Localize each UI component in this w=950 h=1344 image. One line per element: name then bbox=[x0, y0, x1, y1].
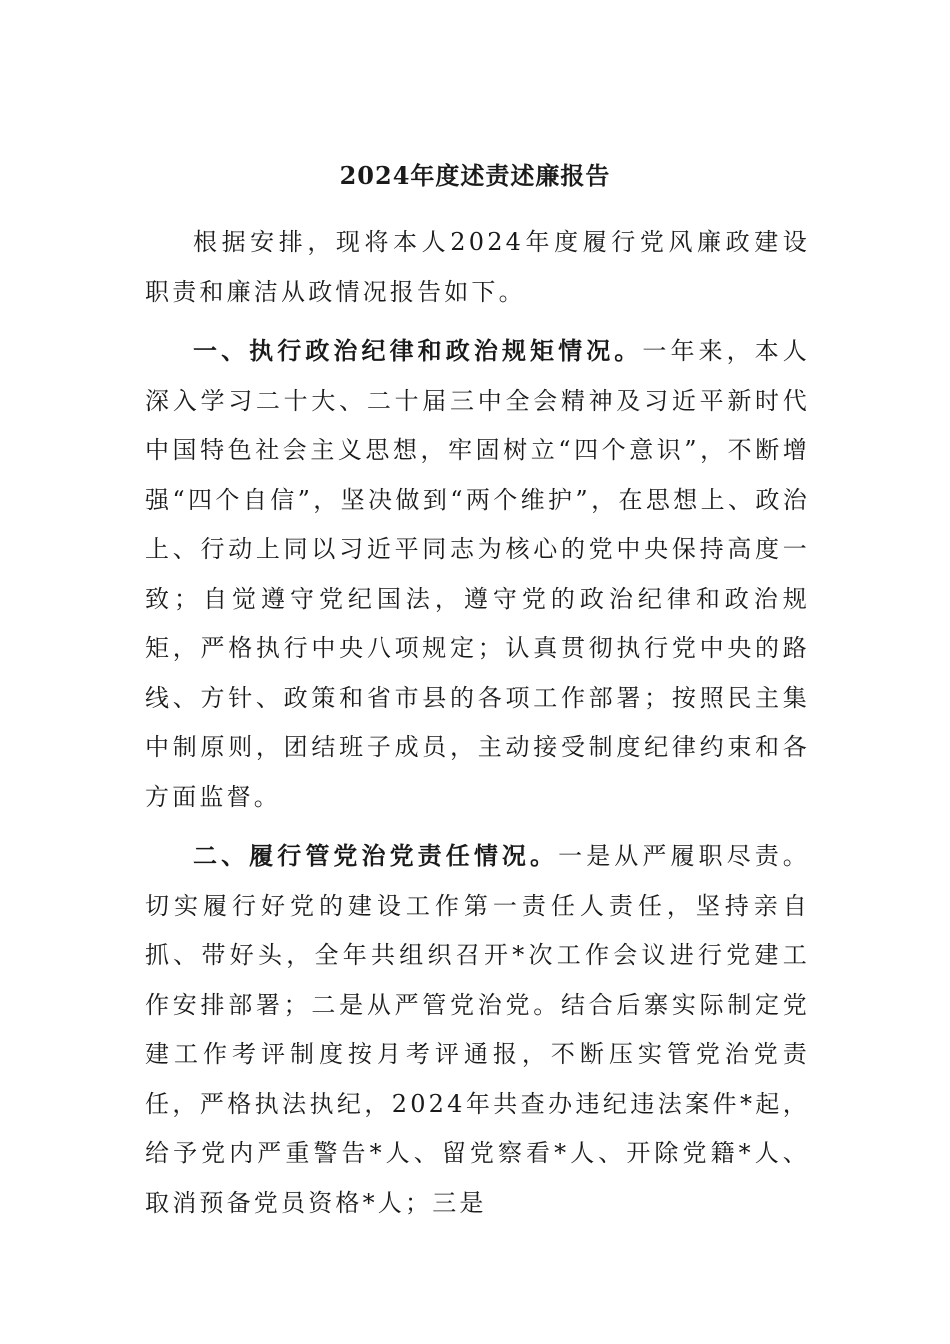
section-1-paragraph bbox=[145, 326, 810, 822]
section-2-paragraph bbox=[145, 831, 810, 1228]
document-body bbox=[145, 218, 810, 1228]
section-2-heading: 二、履行管党治党责任情况。 bbox=[193, 841, 559, 870]
section-1-heading: 一、执行政治纪律和政治规矩情况。 bbox=[193, 336, 643, 365]
section-2-text: 一是从严履职尽责。切实履行好党的建设工作第一责任人责任，坚持亲自抓、带好头，全年共组织召开*次工作会议进行党建工作安排部署；二是从严管党治党。结合后寨实际制定党建工作考评制度按月考评通报，不断压实管党治党责任，严格执法执纪，2024年共查办违纪违法案件*起，给予党内严重警告*人、留党察看*人、开除党籍*人、取消预备党员资格*人；三是 bbox=[145, 842, 810, 1217]
document-title: 2024年度述责述廉报告 bbox=[339, 161, 611, 190]
section-1-text: 一年来，本人深入学习二十大、二十届三中全会精神及习近平新时代中国特色社会主义思想，牢固树立“四个意识”，不断增强“四个自信”，坚决做到“两个维护”，在思想上、政治上、行动上同以习近平同志为核心的党中央保持高度一致；自觉遵守党纪国法，遵守党的政治纪律和政治规矩，严格执行中央八项规定；认真贯彻执行党中央的路线、方针、政策和省市县的各项工作部署；按照民主集中制原则，团结班子成员，主动接受制度纪律约束和各方面监督。 bbox=[145, 337, 811, 811]
intro-paragraph: 根据安排，现将本人2024年度履行党风廉政建设职责和廉洁从政情况报告如下。 bbox=[145, 228, 810, 306]
